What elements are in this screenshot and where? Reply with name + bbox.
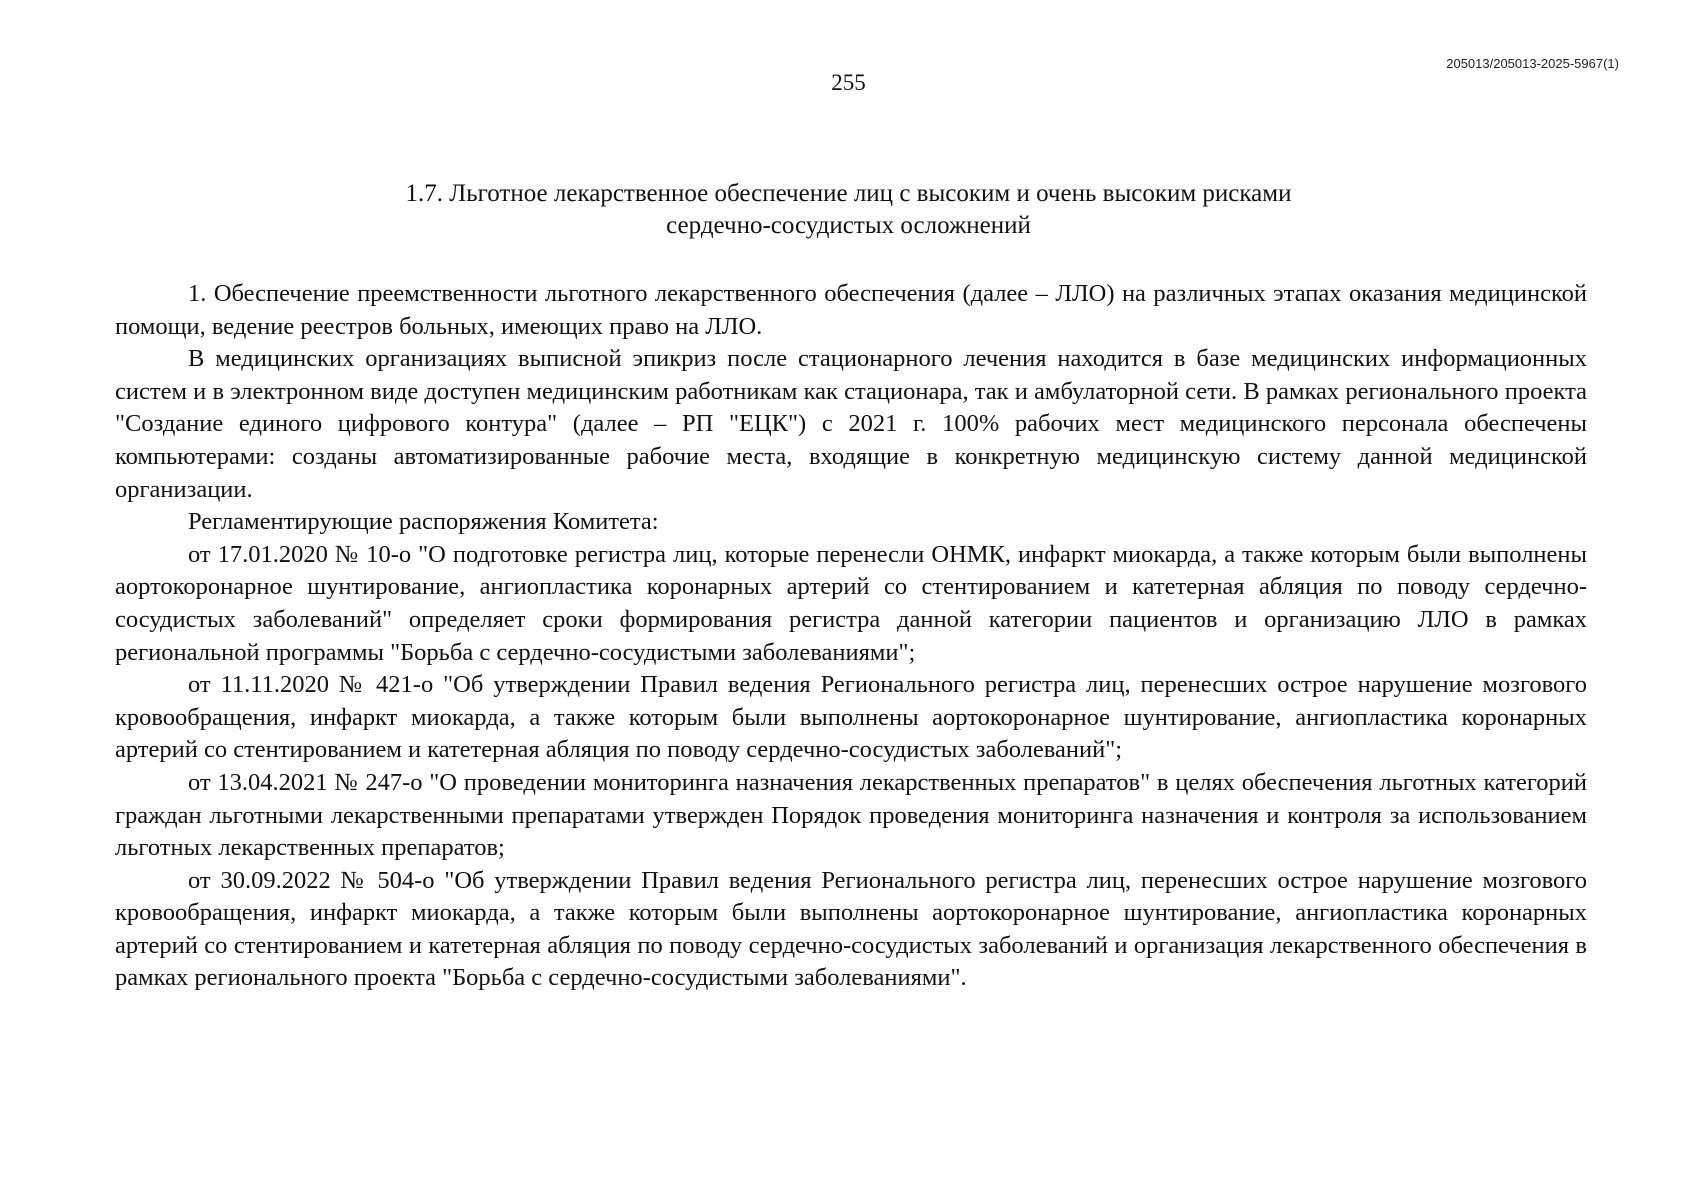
paragraph-order-504: от 30.09.2022 № 504-о "Об утверждении Правил ведения Регионального регистра лиц, перенесших острое нарушение мозгового кровообращения, инфаркт миокарда, а также которым были выполнены аортокоронарное шунтирование, ангиопластика коронарных артерий со стентированием и катетерная абляция по поводу сердечно-сосудистых заболеваний и организация лекарственного обеспечения в рамках регионального проекта "Борьба с сердечно-сосудистыми заболеваниями". xyxy=(115,866,1587,992)
paragraph-continuity: 1. Обеспечение преемственности льготного лекарственного обеспечения (далее – ЛЛО) на различных этапах оказания медицинской помощи, ведение реестров больных, имеющих право на ЛЛО. xyxy=(115,280,1587,340)
section-title-line-1: 1.7. Льготное лекарственное обеспечение лиц с высоким и очень высоким рисками xyxy=(405,180,1292,207)
paragraph-regulations-heading: Регламентирующие распоряжения Комитета: xyxy=(188,508,659,536)
document-id: 205013/205013-2025-5967(1) xyxy=(1446,56,1619,71)
paragraph-order-10: от 17.01.2020 № 10-о "О подготовке регистра лиц, которые перенесли ОНМК, инфаркт миокарда, а также которым были выполнены аортокоронарное шунтирование, ангиопластика коронарных артерий со стентированием и катетерная абляция по поводу сердечно-сосудистых заболеваний" определяет сроки формирования регистра данной категории пациентов и организацию ЛЛО в рамках региональной программы "Борьба с сердечно-сосудистыми заболеваниями"; xyxy=(115,540,1587,666)
body-text xyxy=(115,278,1587,995)
paragraph-order-247: от 13.04.2021 № 247-о "О проведении мониторинга назначения лекарственных препаратов" в целях обеспечения льготных категорий граждан льготными лекарственными препаратами утвержден Порядок проведения мониторинга назначения и контроля за использованием льготных лекарственных препаратов; xyxy=(115,768,1587,862)
paragraph-order-421: от 11.11.2020 № 421-о "Об утверждении Правил ведения Регионального регистра лиц, перенесших острое нарушение мозгового кровообращения, инфаркт миокарда, а также которым были выполнены аортокоронарное шунтирование, ангиопластика коронарных артерий со стентированием и катетерная абляция по поводу сердечно-сосудистых заболеваний"; xyxy=(115,671,1587,764)
section-title-line-2: сердечно-сосудистых осложнений xyxy=(666,212,1031,239)
section-title xyxy=(110,178,1587,242)
page-number: 255 xyxy=(831,70,866,95)
paragraph-discharge-summary: В медицинских организациях выписной эпикриз после стационарного лечения находится в базе медицинских информационных систем и в электронном виде доступен медицинским работникам как стационара, так и амбулаторной сети. В рамках регионального проекта "Создание единого цифрового контура" (далее – РП "ЕЦК") с 2021 г. 100% рабочих мест медицинского персонала обеспечены компьютерами: созданы автоматизированные рабочие места, входящие в конкретную медицинскую систему данной медицинской организации. xyxy=(115,345,1587,503)
